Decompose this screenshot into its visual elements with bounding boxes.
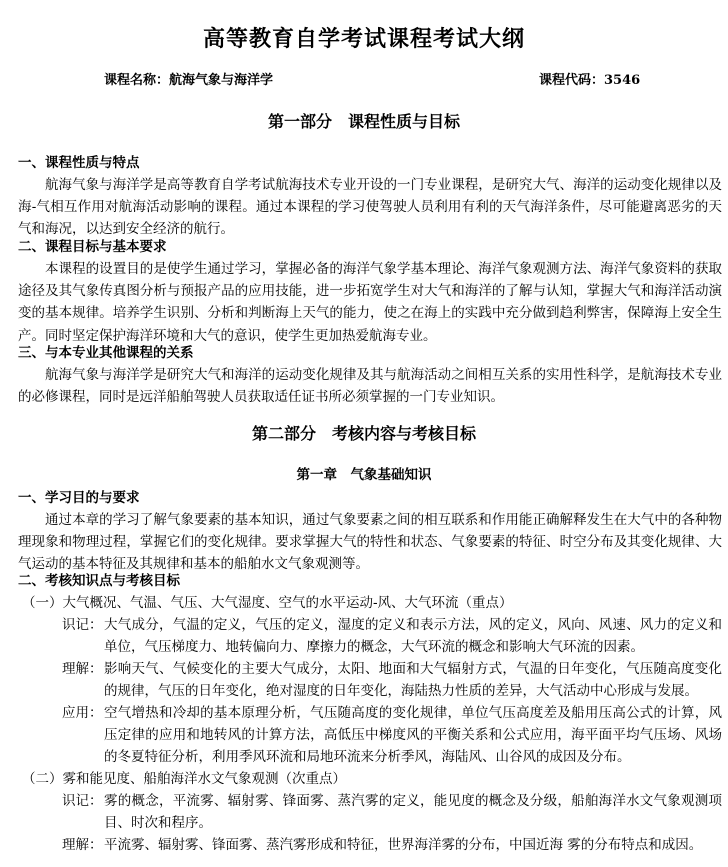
section-paragraph: 本课程的设置目的是使学生通过学习，掌握必备的海洋气象学基本理论、海洋气象观测方法、海洋气象资料的获取途径及其气象传真图分析与预报产品的应用技能，进一步拓宽学生对大气和海洋的了解与认知，掌握大气和海洋活动演变的基本规律。培养学生识别、分析和判断海上天气的能力，使之在海上的实践中充分做到趋利弊害，保障海上安全生产。同时坚定保护海洋环境和大气的意识，使学生更加热爱航海专业。: [18, 261, 722, 344]
section-heading: 一、学习目的与要求: [18, 490, 140, 506]
section-heading: 三、与本专业其他课程的关系: [18, 345, 194, 361]
entry-label: 应用：: [62, 705, 103, 721]
section-paragraph: 航海气象与海洋学是高等教育自学考试航海技术专业开设的一门专业课程，是研究大气、海洋的运动变化规律以及海-气相互作用对航海活动影响的课程。通过本课程的学习使驾驶人员利用有利的天气海洋条件，尽可能避离恶劣的天气和海况，以达到安全经济的航行。: [18, 177, 722, 238]
entry-label: 识记：: [62, 617, 103, 633]
entry-text: 影响天气、气候变化的主要大气成分，太阳、地面和大气辐射方式，气温的日年变化，气压随高度变化的规律，气压的日年变化，绝对湿度的日年变化，海陆热力性质的差异，大气活动中心形成与发展。: [104, 661, 722, 699]
entry-label: 理解：: [62, 661, 103, 677]
entry-label: 理解：: [62, 837, 103, 853]
course-info-row: [0, 70, 728, 92]
section-paragraph: 航海气象与海洋学是研究大气和海洋的运动变化规律及其与航海活动之间相互关系的实用性科学，是航海技术专业的必修课程，同时是远洋船舶驾驶人员获取适任证书所必须掌握的一门专业知识。: [18, 367, 722, 406]
section-heading: 二、考核知识点与考核目标: [18, 573, 180, 589]
item-heading: （一）大气概况、气温、气压、大气湿度、空气的水平运动-风、大气环流（重点）: [22, 595, 513, 611]
entry-label: 识记：: [62, 793, 103, 809]
chapter-heading: 第一章 气象基础知识: [296, 467, 432, 483]
course-code: 课程代码：3546: [539, 73, 641, 88]
part2-heading: 第二部分 考核内容与考核目标: [251, 424, 476, 443]
document-title: 高等教育自学考试课程考试大纲: [202, 26, 525, 52]
entry-text: 大气成分，气温的定义，气压的定义，湿度的定义和表示方法，风的定义，风向、风速、风力的定义和单位，气压梯度力、地转偏向力、摩擦力的概念，大气环流的概念和影响大气环流的因素。: [104, 617, 722, 655]
item-heading: （二）雾和能见度、船舶海洋水文气象观测（次重点）: [22, 771, 346, 787]
section-heading: 一、课程性质与特点: [18, 155, 140, 171]
course-name: 课程名称：航海气象与海洋学: [104, 73, 274, 88]
part1-heading: 第一部分 课程性质与目标: [267, 112, 460, 131]
section-paragraph: 通过本章的学习了解气象要素的基本知识，通过气象要素之间的相互联系和作用能正确解释发生在大气中的各种物理现象和物理过程，掌握它们的变化规律。要求掌握大气的特性和状态、气象要素的特征、时空分布及其变化规律、大气运动的基本特征及其规律和基本的船舶水文气象观测等。: [18, 512, 722, 573]
entry-text: 平流雾、辐射雾、锋面雾、蒸汽雾形成和特征，世界海洋雾的分布，中国近海 雾的分布特点和成因。: [104, 837, 703, 853]
section-heading: 二、课程目标与基本要求: [18, 239, 167, 255]
entry-text: 空气增热和冷却的基本原理分析，气压随高度的变化规律，单位气压高度差及船用压高公式的计算，风压定律的应用和地转风的计算方法，高低压中梯度风的平衡关系和公式应用，海平面平均气压场、风场的冬夏特征分析，利用季风环流和局地环流来分析季风，海陆风、山谷风的成因及分布。: [104, 705, 722, 765]
entry-text: 雾的概念，平流雾、辐射雾、锋面雾、蒸汽雾的定义，能见度的概念及分级，船舶海洋水文气象观测项目、时次和程序。: [104, 793, 722, 831]
